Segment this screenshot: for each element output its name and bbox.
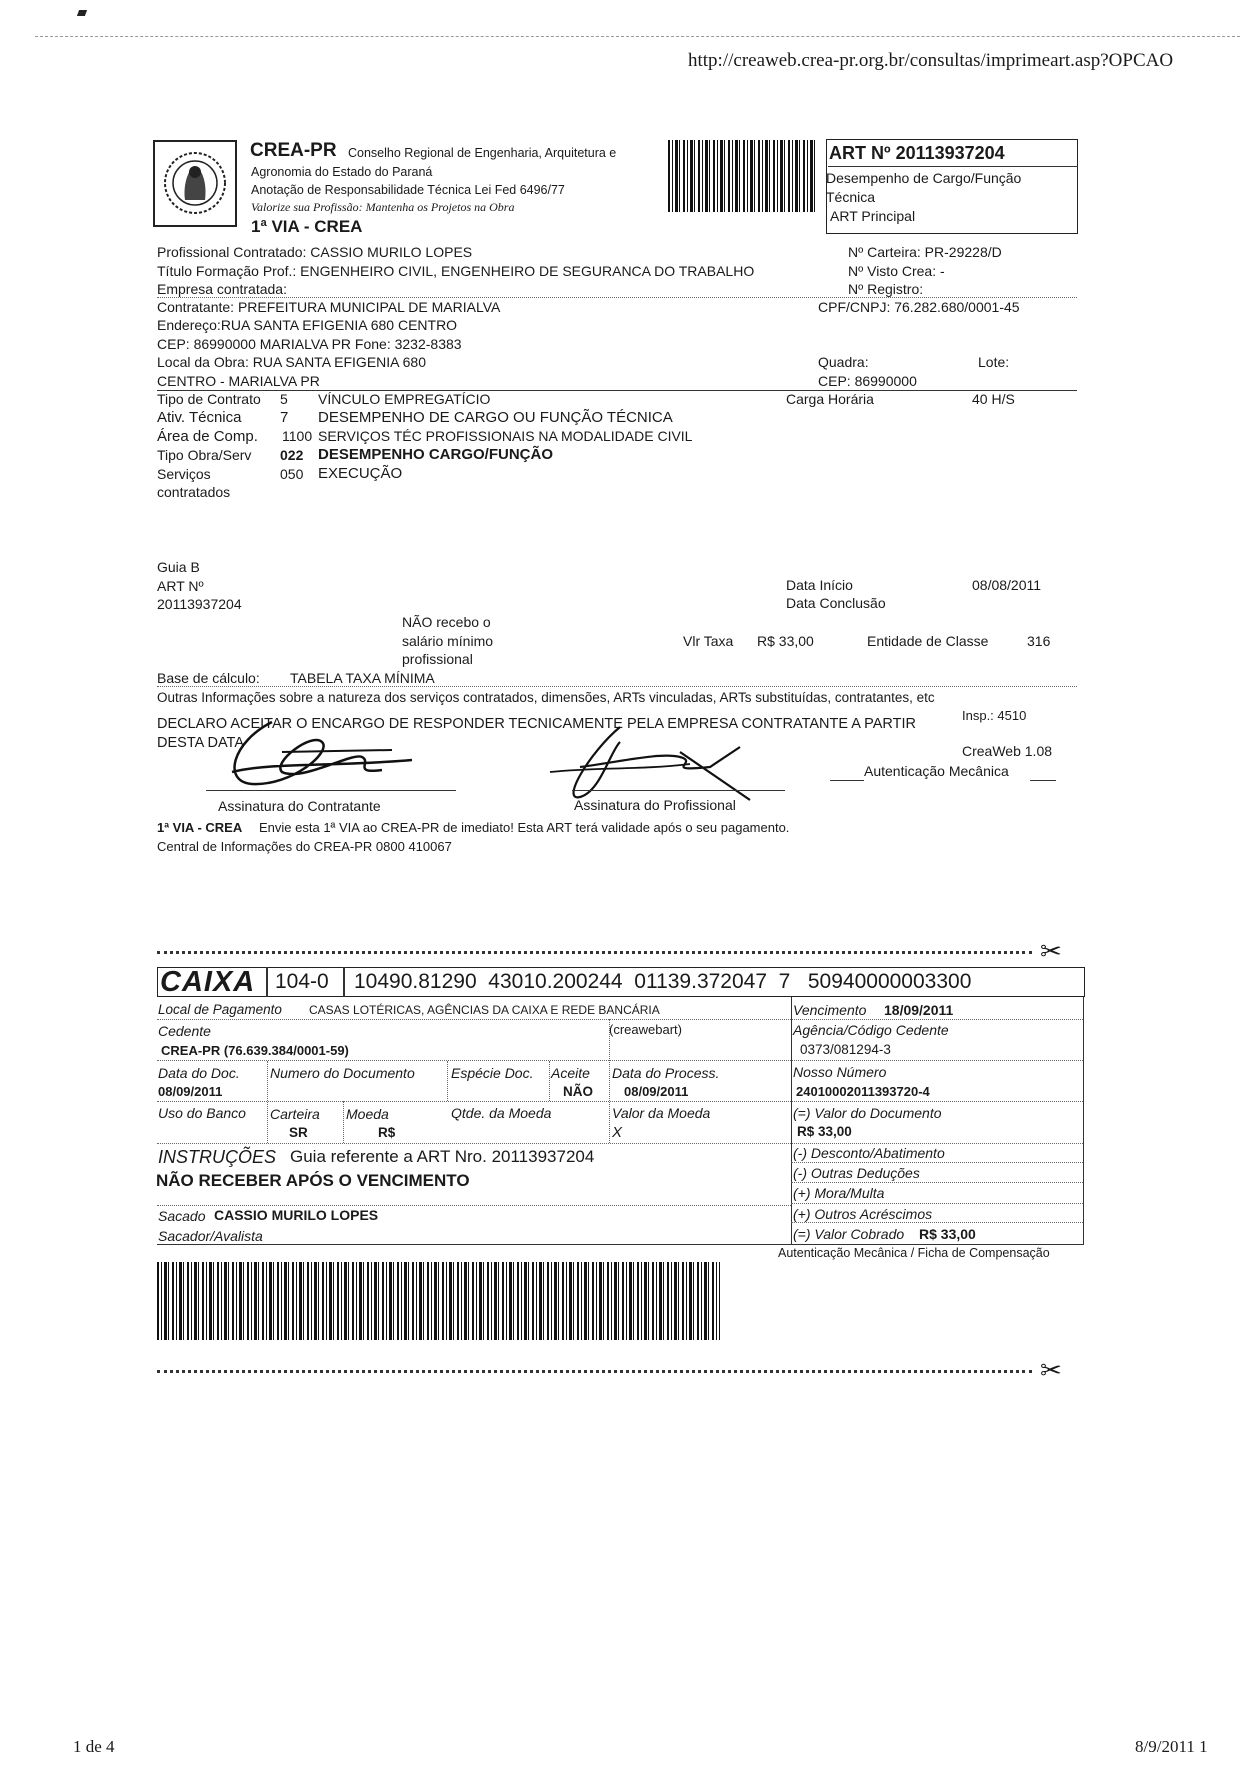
scissors-icon: ✂ (1040, 936, 1062, 966)
profissional-sign-label: Assinatura do Profissional (574, 797, 736, 813)
cedente-label: Cedente (158, 1023, 211, 1039)
ficha-compensacao: Autenticação Mecânica / Ficha de Compensação (778, 1246, 1050, 1260)
contract-label: Tipo Obra/Serv (157, 447, 252, 463)
aceite-label: Aceite (551, 1065, 590, 1081)
desta-data: DESTA DATA (157, 735, 245, 751)
cep: CEP: 86990000 MARIALVA PR Fone: 3232-8383 (157, 336, 462, 352)
data-proc-label: Data do Process. (612, 1065, 720, 1081)
cedente: CREA-PR (76.639.384/0001-59) (161, 1043, 349, 1058)
divider (157, 686, 1077, 687)
vlr-taxa: R$ 33,00 (757, 633, 814, 649)
header-barcode (668, 140, 815, 212)
profissional-sign-line (572, 790, 785, 791)
insp: Insp.: 4510 (962, 708, 1027, 723)
cobrado: R$ 33,00 (919, 1226, 976, 1242)
contratados: contratados (157, 484, 231, 500)
print-date: 8/9/2011 1 (1135, 1737, 1208, 1756)
contract-code: 022 (280, 447, 304, 463)
empresa: Empresa contratada: (157, 281, 287, 297)
carteira-value: SR (289, 1125, 308, 1140)
guia-art-num: 20113937204 (157, 596, 242, 612)
quadra: Quadra: (818, 354, 869, 370)
contract-code: 1100 (282, 428, 313, 444)
data-conclusao: Data Conclusão (786, 595, 886, 611)
declaro: DECLARO ACEITAR O ENCARGO DE RESPONDER TECNICAMENTE PELA EMPRESA CONTRATANTE A PARTIR (157, 716, 916, 732)
scissors-icon: ✂ (1040, 1355, 1062, 1385)
row-line (157, 1244, 1083, 1245)
data-proc: 08/09/2011 (624, 1084, 689, 1099)
row-line (791, 1162, 1083, 1163)
num-doc-label: Numero do Documento (270, 1065, 415, 1081)
contratante-signature (212, 712, 432, 792)
divider (157, 390, 1077, 391)
org-desc2: Agronomia do Estado do Paraná (251, 165, 433, 179)
mora-label: (+) Mora/Multa (793, 1185, 885, 1201)
sacado-label: Sacado (158, 1208, 206, 1224)
contratante: Contratante: PREFEITURA MUNICIPAL DE MARIALVA (157, 299, 501, 315)
row-line (157, 1101, 1083, 1102)
page-url[interactable]: http://creaweb.crea-pr.org.br/consultas/imprimeart.asp?OPCAO (688, 50, 1174, 71)
row-line (791, 1182, 1083, 1183)
agencia-label: Agência/Código Cedente (793, 1022, 949, 1038)
vencimento: 18/09/2011 (884, 1002, 954, 1018)
profissional-signature (540, 712, 760, 807)
col-line (609, 1019, 610, 1143)
boleto-barcode (157, 1262, 720, 1340)
data-inicio: 08/08/2011 (972, 577, 1042, 593)
vencimento-label: Vencimento (793, 1002, 867, 1018)
caixa-logo: CAIXA (160, 966, 256, 998)
valor-doc-label: (=) Valor do Documento (793, 1105, 942, 1121)
contract-label: Serviços (157, 466, 211, 482)
col-line (447, 1061, 448, 1101)
art-line2: Técnica (826, 189, 876, 205)
row-line (157, 1143, 1083, 1144)
art-box-divider (828, 166, 1078, 167)
titulo: Título Formação Prof.: ENGENHEIRO CIVIL, ENGENHEIRO DE SEGURANCA DO TRABALHO (157, 263, 755, 279)
carga-label: Carga Horária (786, 391, 874, 407)
nao-receber: NÃO RECEBER APÓS O VENCIMENTO (156, 1171, 470, 1190)
valor-moeda-label: Valor da Moeda (612, 1105, 711, 1121)
base: TABELA TAXA MÍNIMA (290, 670, 435, 686)
cedente-note: (creawebart) (609, 1022, 682, 1037)
central-info: Central de Informações do CREA-PR 0800 410067 (157, 839, 452, 854)
moeda: R$ (378, 1125, 396, 1140)
data-doc-label: Data do Doc. (158, 1065, 240, 1081)
autent-line-left (830, 780, 864, 781)
data-doc: 08/09/2011 (158, 1084, 223, 1099)
nao-recebo: profissional (402, 651, 473, 667)
carteira: Nº Carteira: PR-29228/D (848, 244, 1002, 260)
row-line (791, 1203, 1083, 1204)
via-note: Envie esta 1ª VIA ao CREA-PR de imediato! Esta ART terá validade após o seu pagamento. (259, 820, 790, 835)
org-desc3: Anotação de Responsabilidade Técnica Lei Fed 6496/77 (251, 183, 565, 197)
carga-value: 40 H/S (972, 391, 1015, 407)
org-desc1: Conselho Regional de Engenharia, Arquitetura e (348, 146, 617, 160)
visto: Nº Visto Crea: - (848, 263, 945, 279)
sacado: CASSIO MURILO LOPES (214, 1207, 379, 1223)
row-line (157, 1019, 1083, 1020)
via-note-bold: 1ª VIA - CREA (157, 820, 243, 835)
agencia: 0373/081294-3 (800, 1042, 891, 1057)
lote: Lote: (978, 354, 1010, 370)
row-line (157, 1205, 791, 1206)
local-obra: Local da Obra: RUA SANTA EFIGENIA 680 (157, 354, 426, 370)
profissional: Profissional Contratado: CASSIO MURILO LOPES (157, 244, 473, 260)
bank-code: 104-0 (275, 970, 329, 993)
nao-recebo: salário mínimo (402, 633, 494, 649)
guia-art-no: ART Nº (157, 578, 204, 594)
entidade: 316 (1027, 633, 1051, 649)
carteira-label: Carteira (270, 1106, 320, 1122)
org-name: CREA-PR (250, 140, 337, 161)
guia-b: Guia B (157, 559, 200, 575)
col-line (549, 1061, 550, 1101)
right-col-divider (791, 997, 792, 1245)
cep-obra: CEP: 86990000 (818, 373, 917, 389)
autenticacao: Autenticação Mecânica (864, 763, 1009, 779)
desconto-label: (-) Desconto/Abatimento (793, 1145, 945, 1161)
avalista-label: Sacador/Avalista (158, 1228, 263, 1244)
row-line (791, 1222, 1083, 1223)
contratante-sign-line (206, 790, 456, 791)
cobrado-label: (=) Valor Cobrado (793, 1226, 905, 1242)
moeda-label: Moeda (346, 1106, 389, 1122)
scan-mark (77, 10, 87, 16)
digitable-line: 10490.81290 43010.200244 01139.372047 7 50940000003300 (354, 970, 972, 993)
especie-label: Espécie Doc. (451, 1065, 534, 1081)
creaweb-version: CreaWeb 1.08 (962, 743, 1053, 759)
instrucoes: Guia referente a ART Nro. 20113937204 (290, 1147, 595, 1166)
vlr-taxa-label: Vlr Taxa (683, 633, 734, 649)
valor-moeda: X (612, 1124, 623, 1141)
uso-banco-label: Uso do Banco (158, 1105, 246, 1121)
contract-code: 5 (280, 391, 288, 407)
crea-logo (153, 140, 237, 227)
instrucoes-label: INSTRUÇÕES (158, 1147, 277, 1167)
cut-line (157, 1370, 1032, 1373)
contract-text: VÍNCULO EMPREGATÍCIO (318, 391, 491, 407)
qtde-moeda-label: Qtde. da Moeda (451, 1105, 552, 1121)
art-line1: Desempenho de Cargo/Função (826, 170, 1022, 186)
valor-doc: R$ 33,00 (797, 1124, 852, 1139)
row-line (157, 1060, 1083, 1061)
base-label: Base de cálculo: (157, 670, 260, 686)
deducoes-label: (-) Outras Deduções (793, 1165, 920, 1181)
entidade-label: Entidade de Classe (867, 633, 989, 649)
registro: Nº Registro: (848, 281, 924, 297)
scan-line (35, 36, 1240, 37)
contract-label: Área de Comp. (157, 428, 258, 445)
contract-text: EXECUÇÃO (318, 465, 403, 482)
endereco: Endereço:RUA SANTA EFIGENIA 680 CENTRO (157, 317, 458, 333)
contract-code: 050 (280, 466, 304, 482)
nosso-numero-label: Nosso Número (793, 1064, 887, 1080)
cut-line (157, 951, 1032, 954)
art-number: ART Nº 20113937204 (829, 143, 1005, 163)
divider (343, 967, 345, 997)
cpf: CPF/CNPJ: 76.282.680/0001-45 (818, 299, 1020, 315)
art-line3: ART Principal (830, 208, 916, 224)
nosso-numero: 24010002011393720-4 (796, 1084, 930, 1099)
aceite: NÃO (563, 1084, 593, 1099)
divider (157, 297, 1077, 298)
right-border (1083, 997, 1084, 1245)
outras-info: Outras Informações sobre a natureza dos serviços contratados, dimensões, ARTs vinculadas, ARTs substituídas, contratantes, etc (157, 690, 935, 705)
contract-label: Tipo de Contrato (157, 391, 261, 407)
data-inicio-label: Data Início (786, 577, 853, 593)
contratante-sign-label: Assinatura do Contratante (218, 798, 381, 814)
page-number: 1 de 4 (73, 1737, 115, 1756)
col-line (267, 1061, 268, 1143)
contract-text: SERVIÇOS TÉC PROFISSIONAIS NA MODALIDADE CIVIL (318, 428, 693, 444)
local-pagamento: CASAS LOTÉRICAS, AGÊNCIAS DA CAIXA E REDE BANCÁRIA (309, 1003, 660, 1017)
contract-text: DESEMPENHO CARGO/FUNÇÃO (318, 446, 554, 463)
nao-recebo: NÃO recebo o (402, 614, 491, 630)
contract-label: Ativ. Técnica (157, 409, 242, 426)
autent-line-right (1030, 780, 1056, 781)
contract-text: DESEMPENHO DE CARGO OU FUNÇÃO TÉCNICA (318, 409, 673, 426)
org-motto: Valorize sua Profissão: Mantenha os Projetos na Obra (251, 200, 515, 214)
via-label: 1ª VIA - CREA (251, 217, 363, 236)
centro: CENTRO - MARIALVA PR (157, 373, 320, 389)
local-pagamento-label: Local de Pagamento (158, 1002, 282, 1017)
col-line (343, 1101, 344, 1143)
divider (266, 967, 268, 997)
acrescimos-label: (+) Outros Acréscimos (793, 1206, 933, 1222)
contract-code: 7 (280, 409, 289, 426)
